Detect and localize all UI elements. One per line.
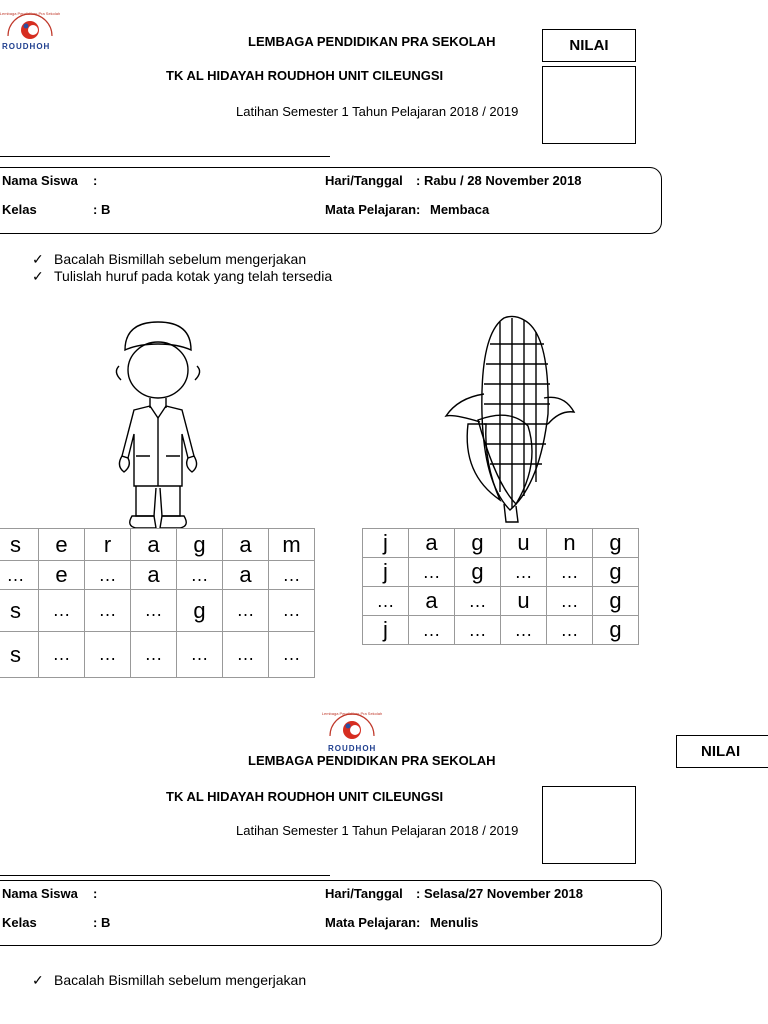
nama-siswa-field[interactable]: :: [93, 173, 98, 188]
logo-text: ROUDHOH: [328, 744, 377, 753]
letter-cell[interactable]: g: [593, 616, 639, 645]
letter-cell[interactable]: …: [409, 558, 455, 587]
letter-cell[interactable]: …: [39, 590, 85, 632]
letter-cell[interactable]: a: [409, 529, 455, 558]
letter-cell[interactable]: u: [501, 529, 547, 558]
letter-cell[interactable]: …: [177, 561, 223, 590]
divider-line: [0, 156, 330, 157]
letter-cell[interactable]: s: [0, 632, 39, 678]
letter-cell[interactable]: j: [363, 616, 409, 645]
grid-row: [0, 632, 315, 678]
letter-cell[interactable]: …: [501, 558, 547, 587]
letter-cell[interactable]: …: [547, 558, 593, 587]
word-grid-jagung: [362, 528, 639, 645]
grid-row: [0, 590, 315, 632]
letter-cell[interactable]: g: [593, 529, 639, 558]
svg-text:Lembaga Pendidikan Pra Sekolah: Lembaga Pendidikan Pra Sekolah: [0, 11, 60, 16]
letter-cell[interactable]: …: [223, 632, 269, 678]
exam-subtitle: Latihan Semester 1 Tahun Pelajaran 2018 / 2019: [236, 823, 519, 838]
logo-text: ROUDHOH: [2, 42, 51, 51]
letter-cell[interactable]: s: [0, 590, 39, 632]
instruction-text: Bacalah Bismillah sebelum mengerjakan: [54, 972, 307, 988]
letter-cell[interactable]: g: [177, 529, 223, 561]
letter-cell[interactable]: …: [223, 590, 269, 632]
school-title: TK AL HIDAYAH ROUDHOH UNIT CILEUNGSI: [166, 789, 444, 804]
grid-row: [363, 529, 639, 558]
grid-row: [363, 616, 639, 645]
kelas-label: Kelas: [2, 202, 37, 217]
roudhoh-logo: [0, 6, 60, 52]
letter-cell[interactable]: a: [131, 561, 177, 590]
letter-cell[interactable]: e: [39, 561, 85, 590]
mata-pelajaran-value: Membaca: [430, 202, 490, 217]
letter-cell[interactable]: …: [85, 632, 131, 678]
instruction-item: [32, 972, 306, 989]
exam-subtitle: Latihan Semester 1 Tahun Pelajaran 2018 / 2019: [236, 104, 519, 119]
institution-title: LEMBAGA PENDIDIKAN PRA SEKOLAH: [248, 753, 496, 768]
svg-text:Lembaga Pendidikan Pra Sekolah: Lembaga Pendidikan Pra Sekolah: [322, 711, 382, 716]
nama-siswa-field[interactable]: :: [93, 886, 98, 901]
letter-cell[interactable]: …: [131, 632, 177, 678]
word-grid-seragam: [0, 528, 315, 678]
score-box[interactable]: [542, 66, 636, 144]
letter-cell[interactable]: …: [85, 561, 131, 590]
letter-cell[interactable]: …: [39, 632, 85, 678]
hari-tanggal-label: Hari/Tanggal: [325, 886, 403, 901]
mata-pelajaran-label: Mata Pelajaran:: [325, 915, 421, 930]
letter-cell[interactable]: …: [547, 587, 593, 616]
letter-cell[interactable]: …: [501, 616, 547, 645]
score-box[interactable]: [542, 786, 636, 864]
kelas-value: : B: [93, 202, 111, 217]
check-icon: ✓: [32, 251, 44, 267]
letter-cell[interactable]: a: [409, 587, 455, 616]
letter-cell[interactable]: r: [85, 529, 131, 561]
letter-cell[interactable]: m: [269, 529, 315, 561]
grid-row: [363, 558, 639, 587]
letter-cell[interactable]: …: [455, 587, 501, 616]
check-icon: ✓: [32, 268, 44, 284]
nilai-label: NILAI: [701, 743, 741, 760]
check-icon: ✓: [32, 972, 44, 988]
letter-cell[interactable]: …: [269, 590, 315, 632]
nilai-label-box: [676, 735, 768, 768]
logo-emblem: [0, 6, 60, 46]
hari-tanggal-value: : Selasa/27 November 2018: [416, 886, 583, 901]
letter-cell[interactable]: g: [593, 558, 639, 587]
instruction-item: [32, 268, 332, 285]
school-title: TK AL HIDAYAH ROUDHOH UNIT CILEUNGSI: [166, 68, 444, 83]
letter-cell[interactable]: e: [39, 529, 85, 561]
roudhoh-logo: [322, 706, 382, 754]
instruction-item: [32, 251, 306, 268]
boy-figure-image: [108, 316, 208, 538]
nilai-label: NILAI: [569, 37, 609, 54]
letter-cell[interactable]: …: [409, 616, 455, 645]
letter-cell[interactable]: g: [177, 590, 223, 632]
letter-cell[interactable]: a: [223, 561, 269, 590]
letter-cell[interactable]: …: [455, 616, 501, 645]
institution-title: LEMBAGA PENDIDIKAN PRA SEKOLAH: [248, 34, 496, 49]
mata-pelajaran-label: Mata Pelajaran:: [325, 202, 421, 217]
nilai-label-box: [542, 29, 636, 62]
hari-tanggal-value: : Rabu / 28 November 2018: [416, 173, 582, 188]
letter-cell[interactable]: j: [363, 529, 409, 558]
letter-cell[interactable]: …: [269, 561, 315, 590]
logo-emblem: [322, 706, 382, 746]
corn-image: [440, 314, 580, 526]
nama-siswa-label: Nama Siswa: [2, 173, 78, 188]
grid-row: [363, 587, 639, 616]
grid-row: [0, 529, 315, 561]
instruction-text: Tulislah huruf pada kotak yang telah tersedia: [54, 268, 333, 284]
letter-cell[interactable]: …: [547, 616, 593, 645]
letter-cell[interactable]: …: [363, 587, 409, 616]
letter-cell[interactable]: j: [363, 558, 409, 587]
letter-cell[interactable]: g: [455, 558, 501, 587]
kelas-value: : B: [93, 915, 111, 930]
nama-siswa-label: Nama Siswa: [2, 886, 78, 901]
letter-cell[interactable]: s: [0, 529, 39, 561]
letter-cell[interactable]: …: [269, 632, 315, 678]
letter-cell[interactable]: …: [177, 632, 223, 678]
letter-cell[interactable]: …: [0, 561, 39, 590]
kelas-label: Kelas: [2, 915, 37, 930]
mata-pelajaran-value: Menulis: [430, 915, 479, 930]
grid-row: [0, 561, 315, 590]
letter-cell[interactable]: g: [455, 529, 501, 558]
letter-cell[interactable]: n: [547, 529, 593, 558]
divider-line: [0, 875, 330, 876]
letter-cell[interactable]: …: [131, 590, 177, 632]
letter-cell[interactable]: u: [501, 587, 547, 616]
letter-cell[interactable]: …: [85, 590, 131, 632]
letter-cell[interactable]: g: [593, 587, 639, 616]
instruction-text: Bacalah Bismillah sebelum mengerjakan: [54, 251, 307, 267]
letter-cell[interactable]: a: [223, 529, 269, 561]
hari-tanggal-label: Hari/Tanggal: [325, 173, 403, 188]
letter-cell[interactable]: a: [131, 529, 177, 561]
